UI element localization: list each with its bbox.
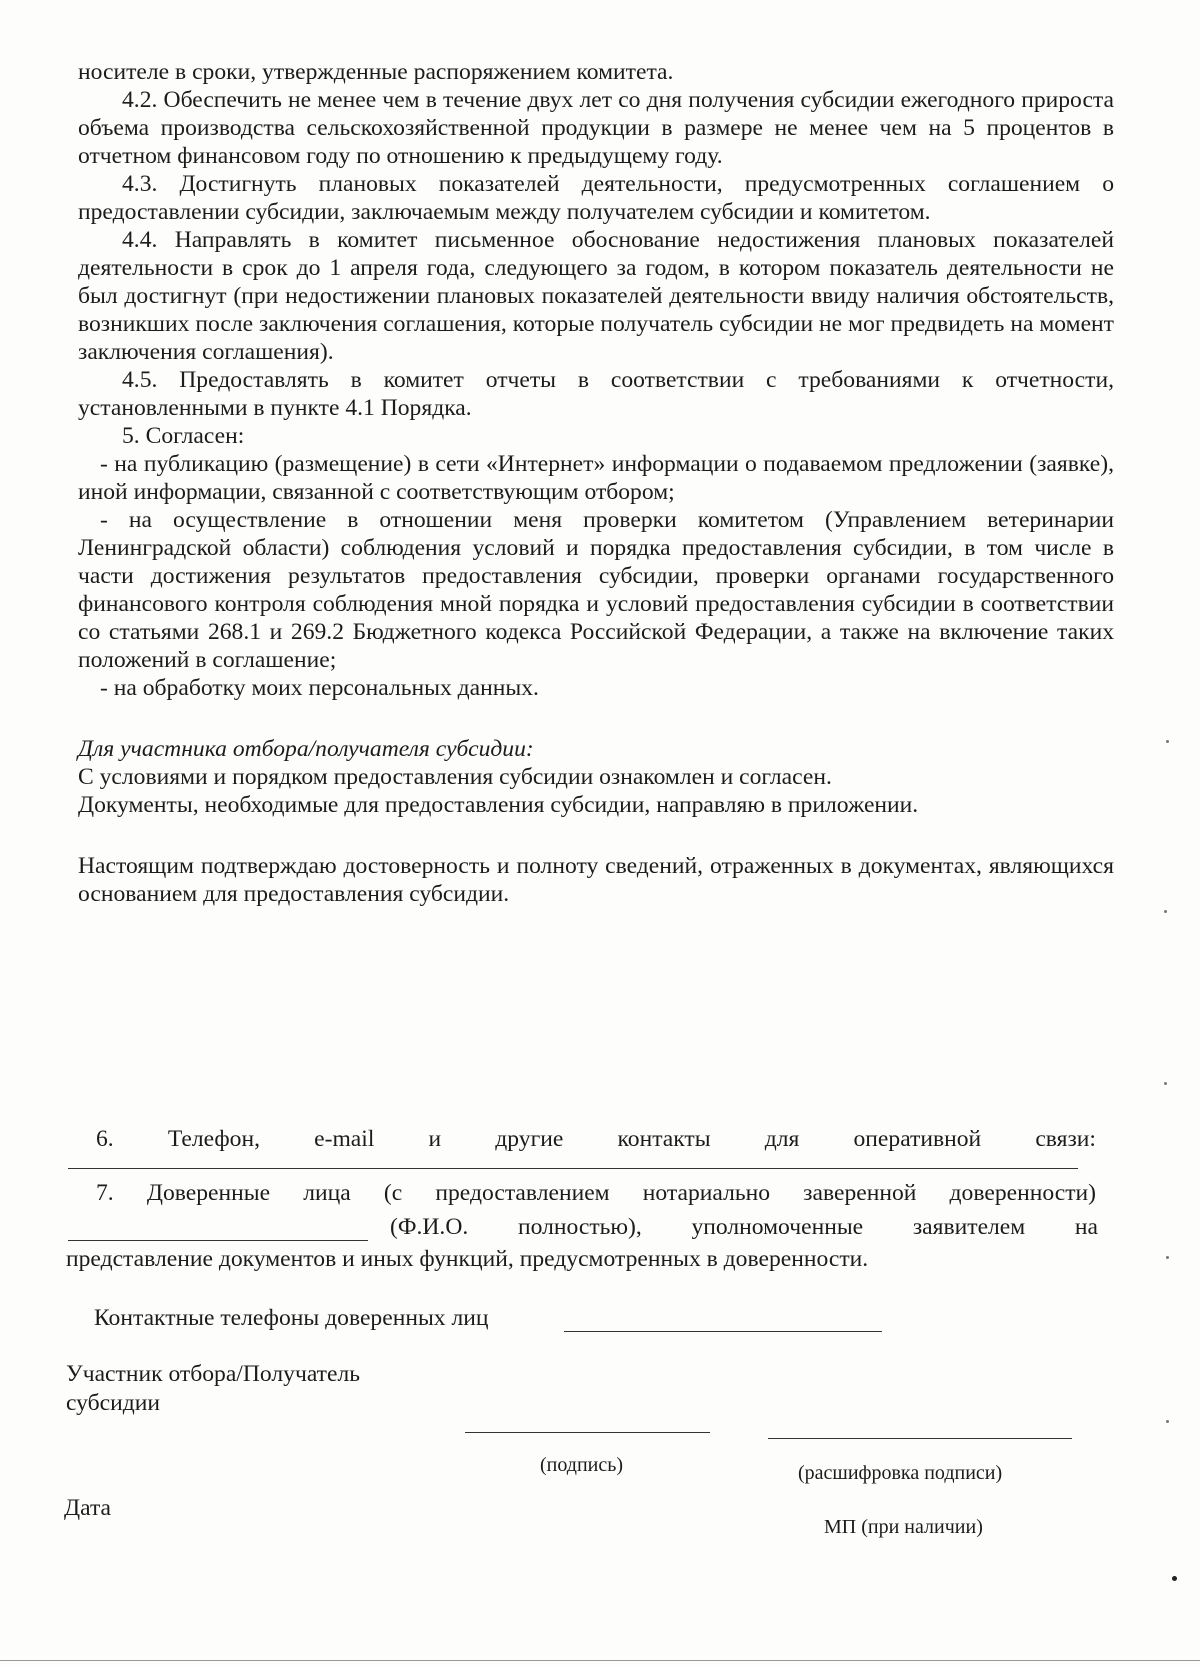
signer-label-line1: Участник отбора/Получатель [66, 1361, 360, 1387]
scan-speck [1166, 1420, 1169, 1423]
scan-bottom-edge [0, 1660, 1200, 1661]
confirmation-paragraph: Настоящим подтверждаю достоверность и полноту сведений, отраженных в документах, являющихся основанием для предоставления субсидии. [78, 853, 1114, 907]
paragraph-4-3: 4.3. Достигнуть плановых показателей деятельности, предусмотренных соглашением о предоставлении субсидии, заключаемым между получателем субсидии и комитетом. [78, 171, 1114, 225]
trusted-persons-fill-line [68, 1240, 368, 1241]
scan-speck [1166, 740, 1169, 743]
paragraph-7-mid: (Ф.И.О. полностью), уполномоченные заявителем на [390, 1214, 1098, 1240]
scan-speck [1166, 1256, 1169, 1259]
consent-item-personal-data: - на обработку моих персональных данных. [100, 675, 539, 701]
paragraph-4-2: 4.2. Обеспечить не менее чем в течение двух лет со дня получения субсидии ежегодного прироста объема производства сельскохозяйственной продукции в размере не менее чем на 5 процентов в отчетном финансовом году по отношению к предыдущему году. [78, 87, 1114, 169]
paragraph-5: 5. Согласен: [122, 423, 245, 449]
signature-decode-caption: (расшифровка подписи) [798, 1462, 1003, 1484]
paragraph-7-end: представление документов и иных функций, предусмотренных в доверенности. [66, 1246, 869, 1272]
contacts-fill-line [68, 1168, 1078, 1169]
signature-decode-line [768, 1438, 1072, 1439]
paragraph-7-start: 7. Доверенные лица (с предоставлением нотариально заверенной доверенности) [96, 1180, 1096, 1206]
paragraph-continuation: носителе в сроки, утвержденные распоряжением комитета. [78, 59, 674, 85]
scan-speck [1164, 910, 1167, 913]
scan-speck [1164, 1082, 1167, 1085]
paragraph-4-5: 4.5. Предоставлять в комитет отчеты в соответствии с требованиями к отчетности, установленными в пункте 4.1 Порядка. [78, 367, 1114, 421]
consent-item-inspection: - на осуществление в отношении меня проверки комитетом (Управлением ветеринарии Ленинградской области) соблюдения условий и порядка предоставления субсидии, в том числе в части достижения результатов предоставления субсидии, проверки органами государственного финансового контроля соблюдения мной порядка и условий предоставления субсидии в соответствии со статьями 268.1 и 269.2 Бюджетного кодекса Российской Федерации, а также на включение таких положений в соглашение; [78, 507, 1114, 673]
date-label: Дата [64, 1495, 112, 1521]
signer-label-line2: субсидии [66, 1390, 161, 1416]
consent-item-publication: - на публикацию (размещение) в сети «Интернет» информации о подаваемом предложении (заявке), иной информации, связанной с соответствующим отбором; [78, 451, 1114, 505]
participant-heading: Для участника отбора/получателя субсидии: [78, 736, 534, 762]
documents-line: Документы, необходимые для предоставления субсидии, направляю в приложении. [78, 792, 919, 818]
stamp-label: МП (при наличии) [824, 1516, 983, 1538]
trusted-phones-fill-line [564, 1331, 882, 1332]
scan-speck [1172, 1576, 1177, 1581]
document-body [78, 58, 1114, 908]
paragraph-4-4: 4.4. Направлять в комитет письменное обоснование недостижения плановых показателей деятельности в срок до 1 апреля года, следующего за годом, в котором показатель деятельности не был достигнут (при недостижении плановых показателей деятельности ввиду наличия обстоятельств, возникших после заключения соглашения, которые получатель субсидии не мог предвидеть на момент заключения соглашения). [78, 227, 1114, 365]
agree-line: С условиями и порядком предоставления субсидии ознакомлен и согласен. [78, 764, 832, 790]
paragraph-6: 6. Телефон, e-mail и другие контакты для оперативной связи: [96, 1126, 1096, 1152]
trusted-phones-label: Контактные телефоны доверенных лиц [94, 1305, 489, 1331]
signature-caption: (подпись) [540, 1454, 624, 1476]
signature-line [465, 1432, 710, 1433]
